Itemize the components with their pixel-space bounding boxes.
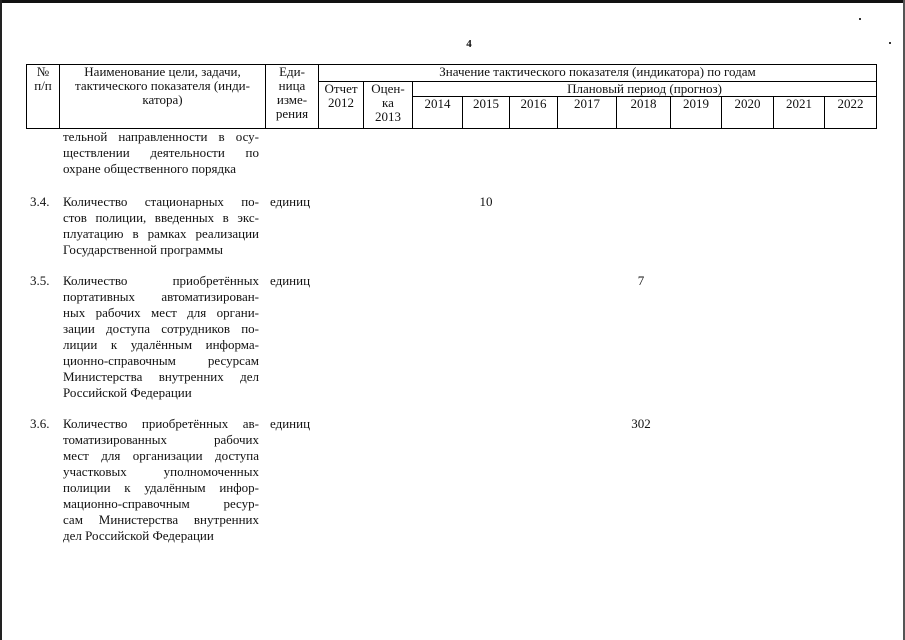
year-header: 2022 (825, 97, 877, 129)
scan-speck (889, 42, 891, 44)
indicator-description: тельной направленности в осу- ществлении деятельности по охране общественного порядка (63, 129, 259, 176)
year-header: 2017 (558, 97, 617, 129)
report-2012-header: Отчет 2012 (319, 82, 364, 129)
page-number: 4 (466, 38, 472, 50)
value-by-year-header: Значение тактического показателя (индикатора) по годам (319, 65, 877, 82)
page-top-edge (0, 0, 905, 3)
year-header: 2014 (413, 97, 463, 129)
value-2018: 7 (637, 273, 645, 288)
page-left-edge (0, 0, 2, 640)
row-number: 3.5. (30, 273, 50, 288)
row-number: 3.4. (30, 194, 50, 209)
unit-cell: единиц (270, 194, 311, 209)
indicator-description: Количество приобретённых ав- томатизированных рабочих мест для организации доступа участковых уполномоченных полиции к удалённым инфор- мационно-справочным ресур- сам Министерства внутренних дел Российской Федерации (63, 416, 259, 543)
year-header: 2018 (617, 97, 671, 129)
row-number: 3.6. (30, 416, 50, 431)
col-num-header: № п/п (27, 65, 60, 129)
plan-period-header: Плановый период (прогноз) (413, 82, 877, 97)
indicator-table-header (26, 64, 877, 129)
col-unit-header: Еди- ница изме- рения (266, 65, 319, 129)
unit-cell: единиц (270, 416, 311, 431)
value-2015: 10 (479, 194, 493, 209)
scan-speck (859, 18, 861, 20)
estimate-2013-header: Оцен- ка 2013 (364, 82, 413, 129)
year-header: 2019 (671, 97, 722, 129)
col-name-header: Наименование цели, задачи, тактического показателя (инди- катора) (60, 65, 266, 129)
year-header: 2016 (510, 97, 558, 129)
value-2018: 302 (631, 416, 651, 431)
indicator-description: Количество стационарных по- стов полиции, введенных в экс- плуатацию в рамках реализации Государственной программы (63, 194, 259, 257)
year-header: 2015 (463, 97, 510, 129)
year-header: 2020 (722, 97, 774, 129)
unit-cell: единиц (270, 273, 311, 288)
year-header: 2021 (774, 97, 825, 129)
indicator-description: Количество приобретённых портативных автоматизирован- ных рабочих мест для органи- зации доступа сотрудников по- лиции к удалённым информа- ционно-справочным ресурсам Министерства внутренних дел Российской Федерации (63, 273, 259, 400)
